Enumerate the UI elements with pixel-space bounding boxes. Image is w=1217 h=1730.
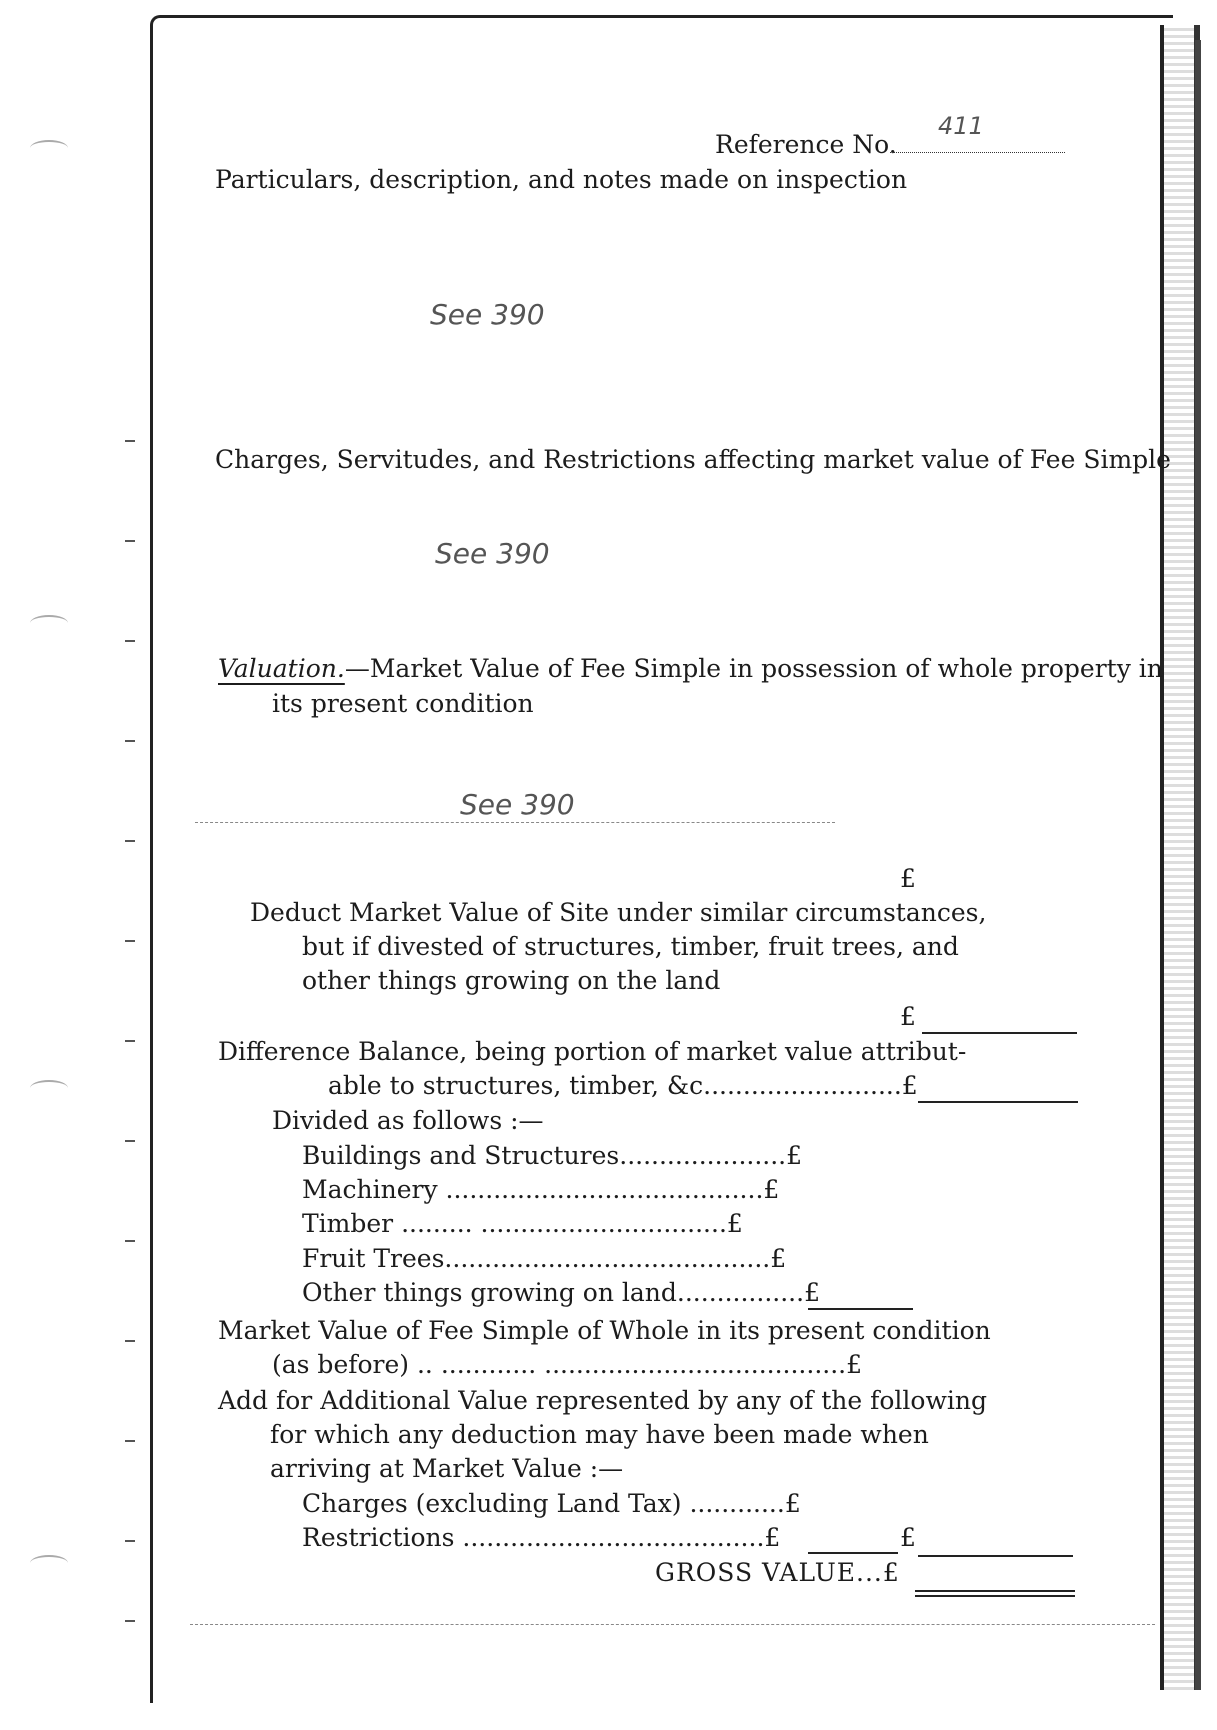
punch-hole-mark: [30, 1080, 68, 1096]
form-page: [150, 15, 1173, 1703]
valuation-note: See 390: [460, 788, 575, 821]
margin-tick: [125, 940, 135, 942]
margin-tick: [125, 1620, 135, 1622]
subtotal-line: [808, 1552, 898, 1554]
market-value-line-1: Market Value of Fee Simple of Whole in its present condition: [218, 1316, 991, 1345]
deduct-line-1: Deduct Market Value of Site under similar circumstances,: [250, 898, 987, 927]
total-line: [918, 1101, 1078, 1103]
particulars-note: See 390: [430, 298, 545, 331]
deduct-line-3: other things growing on the land: [302, 966, 721, 995]
valuation-label: Valuation.: [218, 654, 345, 683]
deduct-line-2: but if divested of structures, timber, fruit trees, and: [302, 932, 959, 961]
machinery-line: Machinery ........................................£: [302, 1175, 780, 1204]
reference-line: [890, 152, 1065, 153]
margin-tick: [125, 1140, 135, 1142]
margin-tick: [125, 440, 135, 442]
margin-tick: [125, 1240, 135, 1242]
dashed-separator: [195, 822, 835, 823]
margin-tick: [125, 1040, 135, 1042]
charges-excl-line: Charges (excluding Land Tax) ............£: [302, 1489, 801, 1518]
pound-sign: £: [900, 864, 916, 893]
total-line: [918, 1555, 1073, 1557]
difference-line-1: Difference Balance, being portion of market value attribut-: [218, 1037, 967, 1066]
restrictions-line: Restrictions ......................................£: [302, 1523, 781, 1552]
charges-heading: Charges, Servitudes, and Restrictions affecting market value of Fee Simple: [215, 445, 1171, 474]
punch-hole-mark: [30, 1555, 68, 1571]
margin-tick: [125, 640, 135, 642]
add-line-2: for which any deduction may have been made when: [270, 1420, 929, 1449]
subtotal-line: [808, 1308, 913, 1310]
margin-tick: [125, 1340, 135, 1342]
margin-tick: [125, 540, 135, 542]
total-line: [922, 1032, 1077, 1034]
add-line-3: arriving at Market Value :—: [270, 1454, 624, 1483]
page-edge-shadow: [1195, 40, 1201, 1690]
gross-value-line: [915, 1590, 1075, 1592]
valuation-heading: [218, 656, 1163, 681]
reference-number: 411: [938, 112, 984, 140]
other-things-line: Other things growing on land................£: [302, 1278, 820, 1307]
margin-tick: [125, 1440, 135, 1442]
pound-sign: £: [900, 1523, 916, 1552]
margin-tick: [125, 1540, 135, 1542]
add-line-1: Add for Additional Value represented by any of the following: [218, 1386, 987, 1415]
punch-hole-mark: [30, 615, 68, 631]
reference-label: Reference No.: [715, 130, 897, 159]
margin-tick: [125, 740, 135, 742]
difference-line-2: able to structures, timber, &c.........................£: [328, 1071, 918, 1100]
charges-note: See 390: [435, 537, 550, 570]
stacked-pages-edge: [1160, 25, 1200, 1690]
dashed-separator: [190, 1624, 1155, 1625]
valuation-text-2: its present condition: [272, 689, 534, 718]
particulars-heading: Particulars, description, and notes made on inspection: [215, 165, 908, 194]
punch-hole-mark: [30, 140, 68, 156]
market-value-line-2: (as before) .. ............ ......................................£: [272, 1350, 863, 1379]
gross-value-line: [915, 1595, 1075, 1597]
fruit-trees-line: Fruit Trees.........................................£: [302, 1244, 787, 1273]
gross-value-label: GROSS VALUE...£: [655, 1558, 900, 1587]
pound-sign: £: [900, 1002, 916, 1031]
timber-line: Timber ......... ...............................£: [302, 1209, 743, 1238]
divided-label: Divided as follows :—: [272, 1106, 544, 1135]
valuation-text: —Market Value of Fee Simple in possession of whole property in: [344, 654, 1163, 683]
margin-tick: [125, 840, 135, 842]
buildings-line: Buildings and Structures.....................£: [302, 1141, 803, 1170]
